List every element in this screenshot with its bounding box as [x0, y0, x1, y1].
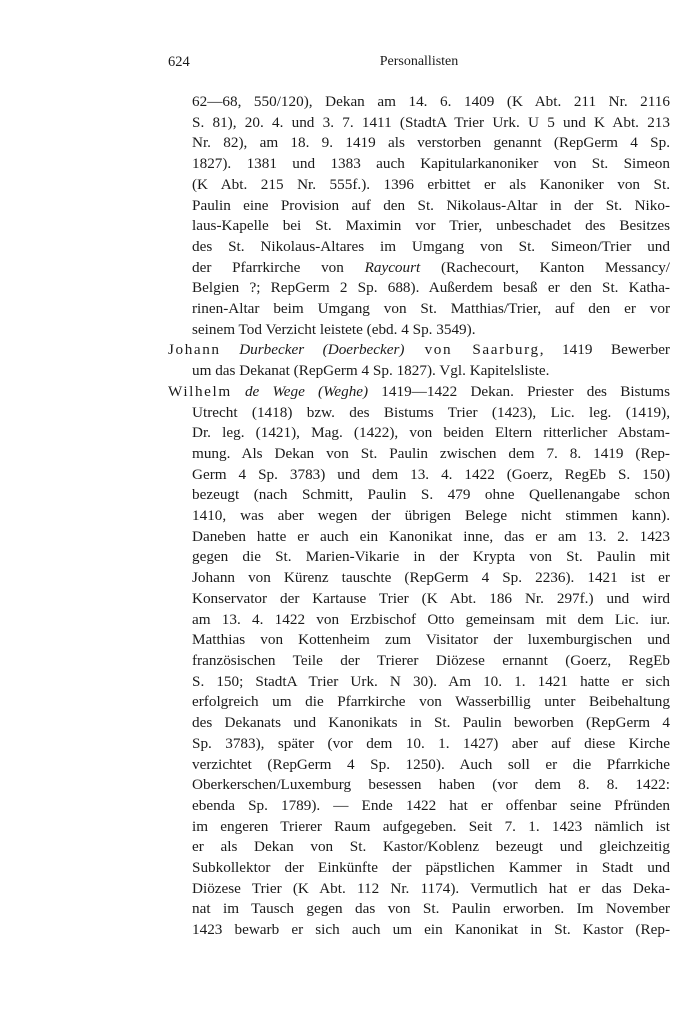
text-line: [168, 278, 670, 299]
text-line: [168, 133, 670, 154]
text-segment: er als Dekan von St. Kastor/Koblenz bezeugt und gleichzeitig: [192, 838, 670, 856]
text-line: [168, 196, 670, 217]
text-line: [168, 403, 670, 424]
text-segment: [232, 383, 245, 400]
text-segment: Matthias von Kottenheim zum Visitator der luxemburgischen und: [192, 631, 670, 649]
text-segment: am 13. 4. 1422 von Erzbischof Otto gemeinsam mit dem Lic. iur.: [192, 610, 670, 628]
text-line: [168, 796, 670, 817]
text-line: [168, 423, 670, 444]
text-segment: seinem Tod Verzicht leistete (ebd. 4 Sp. 3549).: [192, 320, 476, 338]
text-line: [168, 589, 670, 610]
text-segment: Paulin eine Provision auf den St. Nikolaus-Altar in der St. Niko-: [192, 196, 670, 214]
text-line: [168, 175, 670, 196]
text-segment: , 1419 Bewerber: [539, 341, 670, 359]
italic-name-text: de Wege (Weghe): [244, 382, 369, 400]
text-line: [168, 216, 670, 237]
text-segment: Diözese Trier (K Abt. 112 Nr. 1174). Vermutlich hat er das Deka-: [192, 879, 670, 897]
body-text: [168, 92, 670, 941]
text-segment: Sp. 3783), später (vor dem 10. 1. 1427) aber auf diese Kirche: [192, 734, 670, 752]
text-segment: französischen Teile der Trierer Diözese ernannt (Goerz, RegEb: [192, 651, 670, 669]
text-segment: 1423 bewarb er sich auch um ein Kanonikat in St. Kastor (Rep-: [192, 921, 670, 939]
text-line: [168, 651, 670, 672]
text-line: [168, 755, 670, 776]
text-line: [168, 340, 670, 361]
text-line: [168, 899, 670, 920]
text-line: [168, 879, 670, 900]
text-segment: (Rachecourt, Kanton Messancy/: [420, 258, 671, 276]
text-segment: erfolgreich um die Pfarrkirche von Wasserbillig unter Beibehaltung: [192, 693, 670, 711]
spaced-name-text: Wilhelm: [168, 382, 232, 400]
page-header: [168, 54, 670, 74]
text-segment: laus-Kapelle bei St. Maximin vor Trier, unbeschadet des Besitzes: [192, 217, 670, 235]
text-segment: Johann von Kürenz tauschte (RepGerm 4 Sp. 2236). 1421 ist er: [192, 569, 670, 587]
text-line: [168, 568, 670, 589]
text-segment: Belgien ?; RepGerm 2 Sp. 688). Außerdem besaß er den St. Katha-: [192, 279, 670, 297]
text-line: [168, 547, 670, 568]
text-line: [168, 734, 670, 755]
text-segment: 1419—1422 Dekan. Priester des Bistums: [368, 382, 670, 400]
text-segment: nat im Tausch gegen das von St. Paulin erworben. Im November: [192, 900, 670, 918]
text-line: [168, 672, 670, 693]
text-segment: gegen die St. Marien-Vikarie in der Krypta von St. Paulin mit: [192, 548, 670, 566]
page-number: 624: [168, 54, 190, 70]
text-line: [168, 485, 670, 506]
italic-name-text: Raycourt: [364, 258, 421, 276]
text-segment: 1410, was aber wegen der übrigen Belege nicht stimmen kann).: [192, 507, 670, 525]
text-line: [168, 92, 670, 113]
text-line: [168, 506, 670, 527]
text-line: [168, 630, 670, 651]
text-segment: Daneben hatte er auch ein Kanonikat inne, das er am 13. 2. 1423: [192, 527, 670, 545]
text-line: [168, 837, 670, 858]
text-segment: S. 150; StadtA Trier Urk. N 30). Am 10. 1. 1421 hatte er sich: [192, 672, 670, 690]
text-segment: Oberkerschen/Luxemburg besessen haben (vor dem 8. 8. 1422:: [192, 776, 670, 794]
text-line: [168, 775, 670, 796]
text-line: [168, 610, 670, 631]
text-segment: Utrecht (1418) bzw. des Bistums Trier (1423), Lic. leg. (1419),: [192, 403, 670, 421]
text-segment: (K Abt. 215 Nr. 555f.). 1396 erbittet er als Kanoniker von St.: [192, 175, 670, 193]
text-line: [168, 527, 670, 548]
text-line: [168, 444, 670, 465]
text-line: [168, 920, 670, 941]
running-head: Personallisten: [379, 54, 459, 69]
text-line: [168, 361, 670, 382]
text-segment: ebenda Sp. 1789). — Ende 1422 hat er offenbar seine Pfründen: [192, 796, 670, 814]
text-line: [168, 465, 670, 486]
text-segment: des St. Nikolaus-Altares im Umgang von St. Simeon/Trier und: [192, 237, 670, 255]
spaced-name-text: Saarburg: [472, 341, 540, 359]
text-segment: Nr. 82), am 18. 9. 1419 als verstorben genannt (RepGerm 4 Sp.: [192, 134, 670, 152]
text-segment: bezeugt (nach Schmitt, Paulin S. 479 ohne Quellenangabe schon: [192, 486, 670, 504]
text-line: [168, 692, 670, 713]
text-segment: um das Dekanat (RepGerm 4 Sp. 1827). Vgl. Kapitelsliste.: [192, 362, 550, 380]
text-segment: Konservator der Kartause Trier (K Abt. 186 Nr. 297f.) und wird: [192, 589, 670, 607]
text-line: [168, 299, 670, 320]
text-line: [168, 258, 670, 279]
text-segment: rinen-Altar beim Umgang von St. Matthias/Trier, auf den er vor: [192, 300, 670, 318]
text-segment: mung. Als Dekan von St. Paulin zwischen dem 7. 8. 1419 (Rep-: [192, 444, 670, 462]
text-segment: Subkollektor der Einkünfte der päpstlichen Kammer in Stadt und: [192, 859, 670, 877]
spaced-name-text: von: [404, 341, 473, 359]
text-segment: Germ 4 Sp. 3783) und dem 13. 4. 1422 (Goerz, RegEb S. 150): [192, 465, 670, 483]
text-line: [168, 858, 670, 879]
text-segment: der Pfarrkirche von: [192, 258, 365, 276]
spaced-name-text: Johann: [168, 341, 221, 359]
text-segment: im engeren Trierer Raum aufgegeben. Seit 7. 1. 1423 nämlich ist: [192, 817, 670, 835]
text-segment: 1827). 1381 und 1383 auch Kapitularkanoniker von St. Simeon: [192, 155, 670, 173]
text-line: [168, 320, 670, 341]
text-segment: Dr. leg. (1421), Mag. (1422), von beiden Eltern ritterlicher Abstam-: [192, 424, 670, 442]
text-line: [168, 382, 670, 403]
text-line: [168, 817, 670, 838]
text-segment: verzichtet (RepGerm 4 Sp. 1250). Auch soll er die Pfarrkiche: [192, 755, 670, 773]
text-segment: S. 81), 20. 4. und 3. 7. 1411 (StadtA Trier Urk. U 5 und K Abt. 213: [192, 113, 670, 131]
text-line: [168, 713, 670, 734]
text-line: [168, 237, 670, 258]
text-line: [168, 113, 670, 134]
italic-name-text: Durbecker (Doerbecker): [239, 341, 405, 359]
text-segment: des Dekanats und Kanonikats in St. Paulin beworben (RepGerm 4: [192, 714, 670, 732]
text-line: [168, 154, 670, 175]
text-segment: [221, 341, 240, 358]
text-segment: 62—68, 550/120), Dekan am 14. 6. 1409 (K Abt. 211 Nr. 2116: [192, 93, 670, 110]
